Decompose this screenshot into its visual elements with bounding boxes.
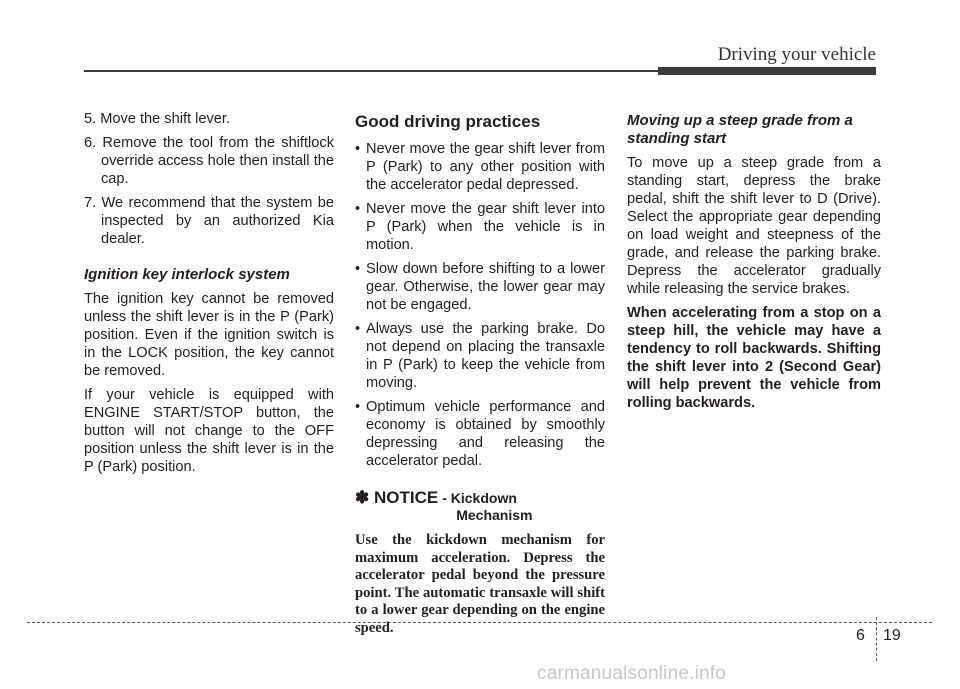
ignition-paragraph-1: The ignition key cannot be removed unless the shift lever is in the P (Park) position. Even if the ignition switch is in the LOCK position, the key cannot be removed. <box>84 291 334 379</box>
ignition-paragraph-2: If your vehicle is equipped with ENGINE START/STOP button, the button will not change to the OFF position unless the shift lever is in the P (Park) position. <box>84 387 334 475</box>
steep-grade-warning: When accelerating from a stop on a steep hill, the vehicle may have a tendency to roll backwards. Shifting the shift lever into 2 (Second Gear) will help prevent the vehicle from rolling backwards. <box>627 305 881 411</box>
column-right <box>627 112 881 412</box>
practice-item: • Never move the gear shift lever into P (Park) when the vehicle is in motion. <box>355 200 605 254</box>
practice-item: • Never move the gear shift lever from P (Park) to any other position with the accelerator pedal depressed. <box>355 140 605 194</box>
notice-subtitle: - Kickdown Mechanism <box>442 490 533 523</box>
notice-heading <box>355 488 605 524</box>
watermark: carmanualsonline.info <box>537 663 727 684</box>
step-item: 5. Move the shift lever. <box>84 111 231 127</box>
column-middle <box>355 112 605 637</box>
step-item: 6. Remove the tool from the shiftlock override access hole then install the cap. <box>84 135 334 187</box>
practice-item: • Slow down before shifting to a lower gear. Otherwise, the lower gear may not be engaged. <box>355 260 605 314</box>
column-left <box>84 110 334 482</box>
notice-body: Use the kickdown mechanism for maximum acceleration. Depress the accelerator pedal beyond the pressure point. The automatic transaxle will shift to a lower gear depending on the engine speed. <box>355 532 605 636</box>
step-item: 7. We recommend that the system be inspected by an authorized Kia dealer. <box>84 195 334 247</box>
practices-list <box>355 140 605 470</box>
notice-icon: ✽ <box>355 488 370 507</box>
steps-list <box>84 110 334 248</box>
steep-grade-paragraph: To move up a steep grade from a standing start, depress the brake pedal, shift the shift lever to D (Drive). Select the appropriate gear depending on load weight and steepness of the grade, and release the parking brake. Depress the accelerator gradually while releasing the service brakes. <box>627 155 881 297</box>
chapter-number: 6 <box>856 627 865 644</box>
footer-page-divider <box>876 617 877 661</box>
header-rule-thick <box>658 67 876 75</box>
header-title: Driving your vehicle <box>717 44 876 65</box>
practice-item: • Always use the parking brake. Do not depend on placing the transaxle in P (Park) to keep the vehicle from moving. <box>355 320 605 392</box>
notice-label: ✽ NOTICE <box>355 488 439 507</box>
practice-item: • Optimum vehicle performance and economy is obtained by smoothly depressing and releasing the accelerator pedal. <box>355 398 605 470</box>
header-rule-thin <box>84 70 660 72</box>
good-practices-heading: Good driving practices <box>355 112 541 131</box>
page-number: 19 <box>883 627 901 644</box>
footer-divider <box>27 622 932 623</box>
steep-grade-heading: Moving up a steep grade from a standing start <box>627 112 853 147</box>
ignition-heading: Ignition key interlock system <box>84 266 290 283</box>
